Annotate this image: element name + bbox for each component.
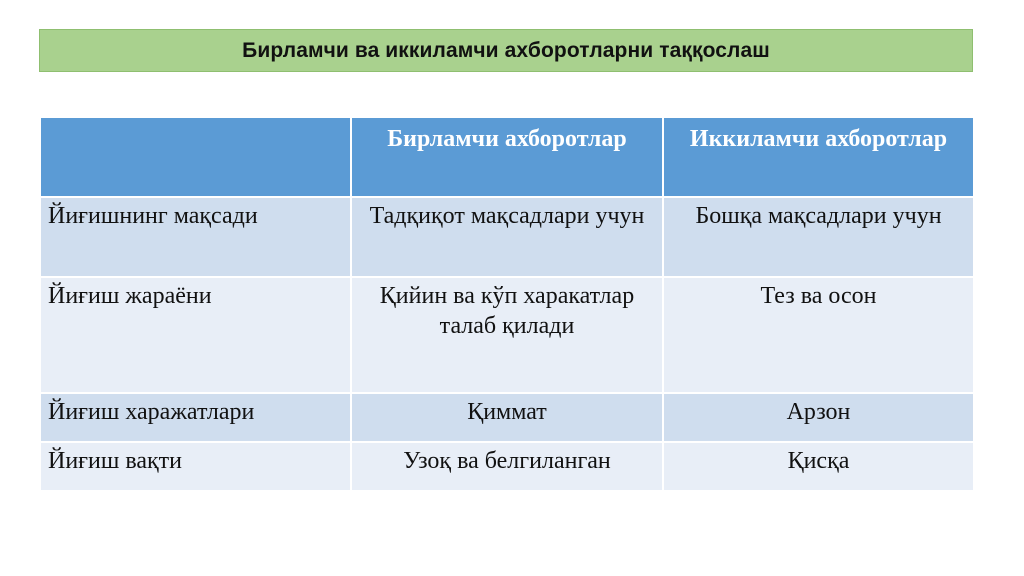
- header-cell-secondary: Иккиламчи ахборотлар: [663, 117, 974, 197]
- header-cell-primary: Бирламчи ахборотлар: [351, 117, 663, 197]
- primary-cell: Тадқиқот мақсадлари учун: [351, 197, 663, 277]
- primary-cell: Қиммат: [351, 393, 663, 442]
- header-cell-empty: [40, 117, 351, 197]
- secondary-cell: Бошқа мақсадлари учун: [663, 197, 974, 277]
- secondary-cell: Қисқа: [663, 442, 974, 491]
- row-label: Йиғиш вақти: [40, 442, 351, 491]
- secondary-cell: Арзон: [663, 393, 974, 442]
- table-row: [40, 197, 974, 277]
- row-label: Йиғишнинг мақсади: [40, 197, 351, 277]
- row-label: Йиғиш жараёни: [40, 277, 351, 393]
- table-row: [40, 393, 974, 442]
- primary-cell: Узоқ ва белгиланган: [351, 442, 663, 491]
- table-header-row: [40, 117, 974, 197]
- table-row: [40, 277, 974, 393]
- secondary-cell: Тез ва осон: [663, 277, 974, 393]
- comparison-table: [39, 116, 975, 492]
- title-banner: [39, 29, 973, 72]
- page-title: Бирламчи ва иккиламчи ахборотларни таққослаш: [242, 38, 770, 62]
- table-row: [40, 442, 974, 491]
- primary-cell: Қийин ва кўп харакатлар талаб қилади: [351, 277, 663, 393]
- row-label: Йиғиш харажатлари: [40, 393, 351, 442]
